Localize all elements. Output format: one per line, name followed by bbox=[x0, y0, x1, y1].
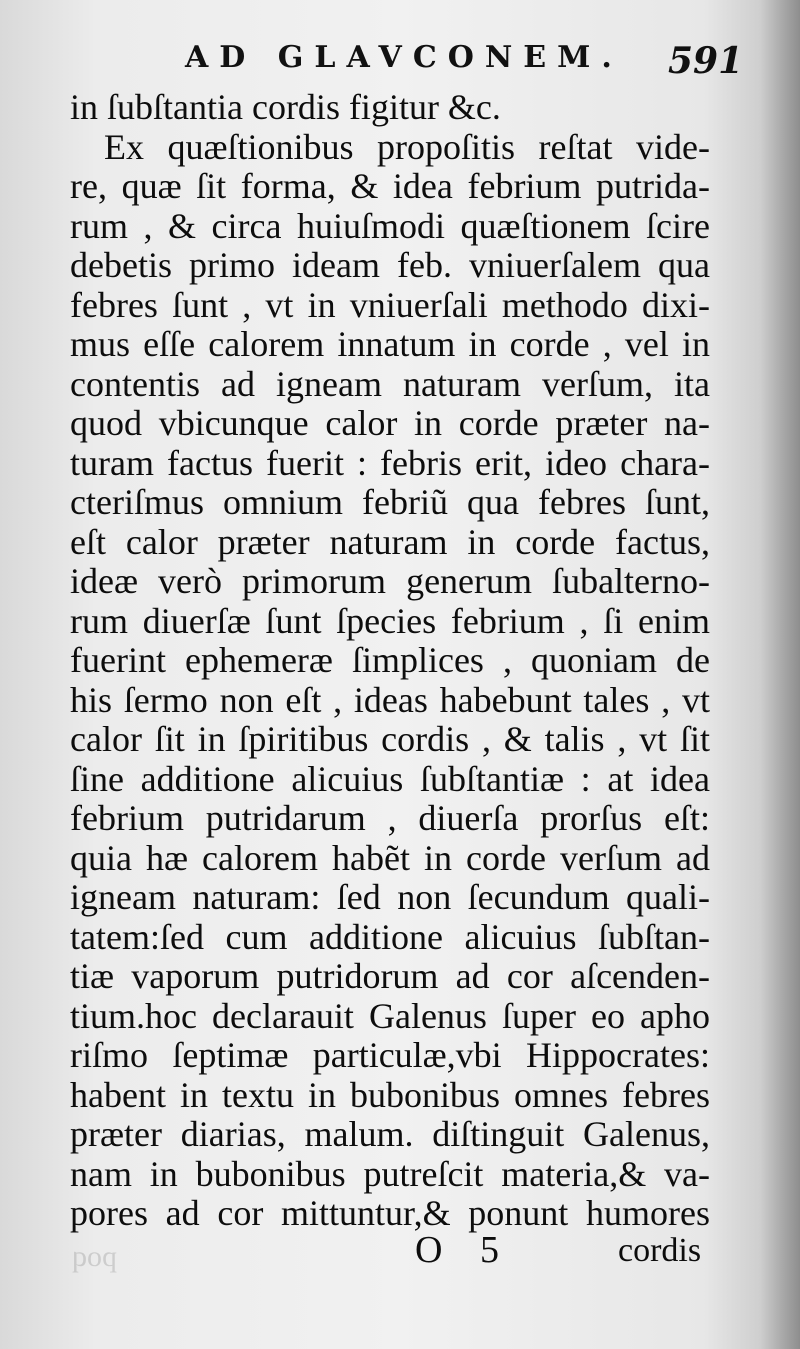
text-line: turam factus fuerit : febris erit, ideo chara- bbox=[70, 442, 710, 483]
running-title: AD GLAVCONEM. bbox=[185, 40, 623, 75]
text-line: eſt calor præter naturam in corde factus, bbox=[70, 521, 710, 562]
signature-mark: O 5 bbox=[415, 1229, 513, 1271]
catchword: cordis bbox=[618, 1232, 702, 1269]
running-head bbox=[0, 40, 800, 90]
page-footer bbox=[0, 1228, 800, 1278]
text-line: rum diuerſæ ſunt ſpecies febrium , ſi enim bbox=[70, 600, 710, 641]
text-line: contentis ad igneam naturam verſum, ita bbox=[70, 363, 710, 404]
page-number: 591 bbox=[668, 40, 744, 82]
text-line: tium.hoc declarauit Galenus ſuper eo apho bbox=[70, 995, 710, 1036]
text-line: calor ſit in ſpiritibus cordis , & talis , vt ſit bbox=[70, 719, 710, 759]
text-line: pores ad cor mittuntur,& ponunt humores bbox=[70, 1193, 710, 1233]
text-line: debetis primo ideam feb. vniuerſalem qua bbox=[70, 245, 710, 285]
text-line: quia hæ calorem habẽt in corde verſum ad bbox=[70, 837, 710, 878]
text-line: igneam naturam: ſed non ſecundum quali- bbox=[70, 877, 710, 917]
text-line: tatem:ſed cum additione alicuius ſubſtan- bbox=[70, 916, 710, 957]
text-line: ſine additione alicuius ſubſtantiæ : at idea bbox=[70, 758, 710, 799]
text-line: riſmo ſeptimæ particulæ,vbi Hippocrates: bbox=[70, 1035, 710, 1075]
text-line: his ſermo non eſt , ideas habebunt tales , vt bbox=[70, 679, 710, 720]
text-line: habent in textu in bubonibus omnes febres bbox=[70, 1074, 710, 1115]
text-line: præter diarias, malum. diſtinguit Galenus, bbox=[70, 1114, 710, 1154]
text-line: re, quæ ſit forma, & idea febrium putrida- bbox=[70, 166, 710, 206]
text-line: febres ſunt , vt in vniuerſali methodo dixi- bbox=[70, 284, 710, 325]
show-through-ink: poq bbox=[72, 1240, 117, 1273]
text-line: febrium putridarum , diuerſa prorſus eſt: bbox=[70, 798, 710, 838]
text-line: mus eſſe calorem innatum in corde , vel in bbox=[70, 324, 710, 364]
gutter-shadow bbox=[760, 0, 800, 1349]
text-line: quod vbicunque calor in corde præter na- bbox=[70, 403, 710, 443]
text-line: fuerint ephemeræ ſimplices , quoniam de bbox=[70, 640, 710, 680]
text-line: Ex quæſtionibus propoſitis reſtat vide- bbox=[104, 126, 710, 167]
text-block bbox=[70, 88, 710, 1234]
text-line: cteriſmus omnium febriũ qua febres ſunt, bbox=[70, 482, 710, 522]
text-line: nam in bubonibus putreſcit materia,& va- bbox=[70, 1153, 710, 1194]
text-line: rum , & circa huiuſmodi quæſtionem ſcire bbox=[70, 205, 710, 246]
text-line: ideæ verò primorum generum ſubalterno- bbox=[70, 561, 710, 601]
text-line: in ſubſtantia cordis figitur &c. bbox=[70, 87, 501, 127]
text-line: tiæ vaporum putridorum ad cor aſcenden- bbox=[70, 956, 710, 996]
